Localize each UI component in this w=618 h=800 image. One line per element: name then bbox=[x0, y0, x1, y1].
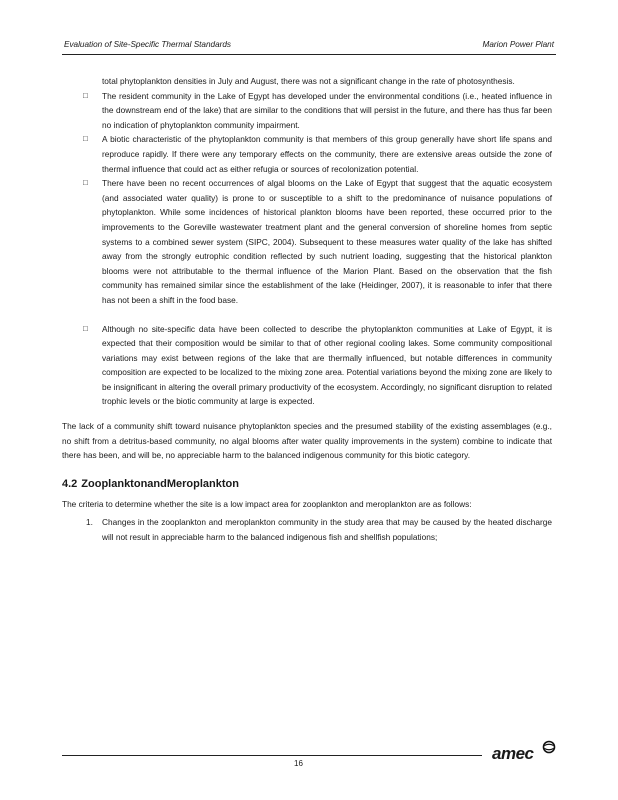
bullet-text: Although no site-specific data have been collected to describe the phytoplankton communities at Lake of Egypt, it is expected that their composition would be similar to that of other regional cooling lakes. Some community compositional variations may exist between regions of the lake that are thermally influenced, but notable differences in community composition are expected to be localized to the mixing zone area. Potential variations beyond the mixing zone are likely to be insignificant in altering the overall primary productivity of the ecosystem. Accordingly, no significant disruption to related trophic levels or the biotic community at large is expected. bbox=[102, 323, 552, 407]
criterion-number: 1. bbox=[86, 517, 93, 528]
page-number: 16 bbox=[294, 759, 303, 768]
bullet-text: The resident community in the Lake of Egypt has developed under the environmental conditions (i.e., heated influence in the downstream end of the lake) that are similar to the conditions that will persist in the future, and there has thus far been no indication of phytoplankton community impairment. bbox=[102, 90, 552, 130]
checkbox-bullet-icon: □ bbox=[83, 90, 88, 100]
criterion-text: Changes in the zooplankton and meroplankton community in the study area that may be caused by the heated discharge will not result in appreciable harm to the balanced indigenous fish and shellfish populations; bbox=[102, 517, 552, 543]
section-number: 4.2 bbox=[62, 477, 78, 490]
criteria-list bbox=[62, 515, 552, 544]
list-item bbox=[62, 322, 552, 410]
page-body bbox=[62, 74, 552, 545]
checkbox-bullet-icon: □ bbox=[83, 323, 88, 333]
page-header bbox=[62, 40, 556, 55]
amec-logo bbox=[492, 738, 562, 768]
logo-wordmark: amec bbox=[492, 744, 534, 763]
checkbox-bullet-icon: □ bbox=[83, 178, 88, 188]
bullet-list bbox=[62, 89, 552, 409]
section-title: ZooplanktonandMeroplankton bbox=[81, 477, 239, 490]
bullet-text: A biotic characteristic of the phytoplankton community is that members of this group generally have short life spans and reproduce rapidly. If there were any temporary effects on the community, there are extensive areas outside the zone of thermal influence that could act as either refugia or sources of recolonization potential. bbox=[102, 134, 552, 174]
footer-divider bbox=[62, 755, 482, 756]
header-document-title: Evaluation of Site-Specific Thermal Standards bbox=[64, 40, 232, 49]
list-item bbox=[62, 132, 552, 176]
checkbox-bullet-icon: □ bbox=[83, 134, 88, 144]
section-heading bbox=[62, 477, 552, 491]
list-item bbox=[62, 515, 552, 544]
section-intro: The criteria to determine whether the site is a low impact area for zooplankton and meroplankton are as follows: bbox=[62, 498, 472, 509]
amec-globe-icon bbox=[542, 740, 556, 754]
bullet-text: There have been no recent occurrences of algal blooms on the Lake of Egypt that suggest that the aquatic ecosystem (and associated water quality) is prone to or susceptible to a shift to the predominance of nuisance populations of phytoplankton. While some incidences of historical plankton blooms have been reported, these occurred prior to the improvements to the Goreville wastewater treatment plant and the general conversion of shoreline homes from septic systems to a combined sewer system (SIPC, 2004). Subsequent to these measures water quality of the lake has shifted away from the strongly eutrophic condition reflected by such nutrient loading, suggesting that the historical plankton blooms were not attributable to the thermal influence of the Marion Plant. Based on the observation that the fish community has remained similar since the establishment of the lake (Heidinger, 2007), it is reasonable to infer that there has not been a shift in the food base. bbox=[102, 178, 552, 305]
continued-bullet-text: total phytoplankton densities in July and August, there was not a significant change in the rate of photosynthesis. bbox=[102, 76, 515, 86]
list-item bbox=[62, 176, 552, 307]
list-item bbox=[62, 89, 552, 133]
summary-paragraph: The lack of a community shift toward nuisance phytoplankton species and the presumed stability of the existing assemblages (e.g., no shift from a detritus-based community, no algal blooms after water quality improvements in the system) combine to indicate that there has been, and will be, no appreciable harm to the balanced indigenous community for this biotic category. bbox=[62, 421, 552, 461]
header-project-name: Marion Power Plant bbox=[482, 40, 554, 49]
